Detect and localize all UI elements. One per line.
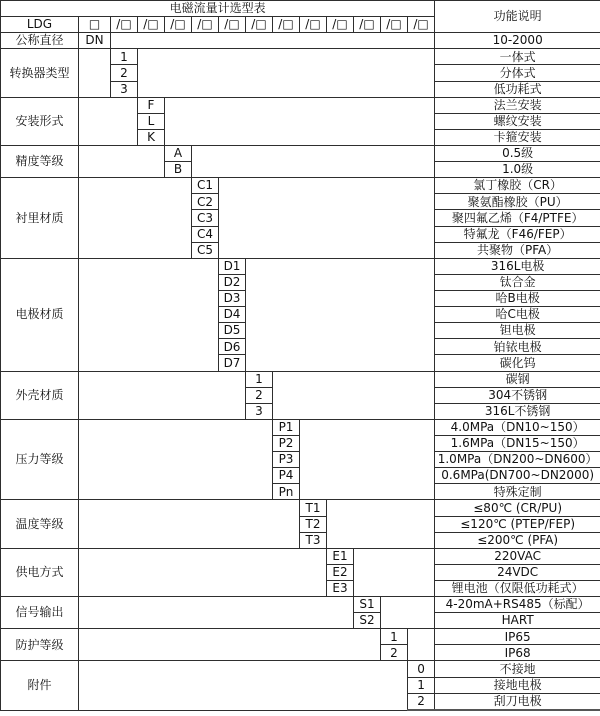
filler-cell xyxy=(79,597,354,629)
desc-cell: 特氟龙（F46/FEP） xyxy=(435,226,600,242)
code-cell: D1 xyxy=(219,258,246,274)
filler-cell xyxy=(111,33,435,49)
filler-cell xyxy=(79,419,273,500)
filler-cell xyxy=(79,97,138,145)
code-cell: 1 xyxy=(408,677,435,693)
filler-cell xyxy=(219,178,435,259)
model-code-box: /□ xyxy=(327,17,354,33)
filler-cell xyxy=(246,258,435,371)
filler-cell xyxy=(273,371,435,419)
model-code-box: /□ xyxy=(354,17,381,33)
filler-cell xyxy=(79,258,219,371)
table-title: 电磁流量计选型表 xyxy=(1,1,435,17)
code-cell: L xyxy=(138,113,165,129)
desc-cell: 4.0MPa（DN10~150） xyxy=(435,419,600,435)
code-cell: E1 xyxy=(327,548,354,564)
model-code-box: /□ xyxy=(273,17,300,33)
desc-cell: 卡箍安装 xyxy=(435,129,600,145)
desc-cell: 聚四氟乙烯（F4/PTFE） xyxy=(435,210,600,226)
model-code-box: /□ xyxy=(138,17,165,33)
filler-cell xyxy=(79,548,327,596)
model-code-box: /□ xyxy=(111,17,138,33)
desc-cell: ≤80℃ (CR/PU) xyxy=(435,500,600,516)
desc-cell: 锂电池（仅限低功耗式） xyxy=(435,580,600,596)
filler-cell xyxy=(300,419,435,500)
category-label: 安装形式 xyxy=(1,97,79,145)
filler-cell xyxy=(327,500,435,548)
desc-cell: 24VDC xyxy=(435,564,600,580)
desc-cell: IP65 xyxy=(435,629,600,645)
desc-cell: 一体式 xyxy=(435,49,600,65)
filler-cell xyxy=(79,49,111,97)
desc-cell: 316L不锈钢 xyxy=(435,403,600,419)
desc-cell: HART xyxy=(435,613,600,629)
category-label: 压力等级 xyxy=(1,419,79,500)
desc-cell: 碳钢 xyxy=(435,371,600,387)
category-label: 附件 xyxy=(1,661,79,710)
code-cell: 1 xyxy=(246,371,273,387)
code-cell: D4 xyxy=(219,307,246,323)
model-code-box: /□ xyxy=(381,17,408,33)
desc-cell: 氯丁橡胶（CR） xyxy=(435,178,600,194)
filler-cell xyxy=(192,145,435,177)
category-label: 信号输出 xyxy=(1,597,79,629)
filler-cell xyxy=(381,597,435,629)
desc-cell: 4-20mA+RS485（标配） xyxy=(435,597,600,613)
code-cell: D7 xyxy=(219,355,246,371)
code-cell: T2 xyxy=(300,516,327,532)
diameter-desc: 10-2000 xyxy=(435,33,600,49)
desc-cell: IP68 xyxy=(435,645,600,661)
desc-cell: 1.0MPa（DN200~DN600） xyxy=(435,452,600,468)
desc-cell: ≤120℃ (PTEP/FEP) xyxy=(435,516,600,532)
code-cell: P4 xyxy=(273,468,300,484)
code-cell: Pn xyxy=(273,484,300,500)
desc-cell: 接地电极 xyxy=(435,677,600,693)
code-cell: E3 xyxy=(327,580,354,596)
model-dn-box: □ xyxy=(79,17,111,33)
filler-cell xyxy=(354,548,435,596)
code-cell: A xyxy=(165,145,192,161)
code-cell: D6 xyxy=(219,339,246,355)
desc-cell: 1.0级 xyxy=(435,162,600,178)
filler-cell xyxy=(79,371,246,419)
code-cell: 3 xyxy=(246,403,273,419)
desc-cell: 304不锈钢 xyxy=(435,387,600,403)
filler-cell xyxy=(79,145,165,177)
category-label: 防护等级 xyxy=(1,629,79,661)
diameter-label: 公称直径 xyxy=(1,33,79,49)
desc-cell: 0.6MPa(DN700~DN2000) xyxy=(435,468,600,484)
code-cell: D2 xyxy=(219,274,246,290)
code-cell: P3 xyxy=(273,452,300,468)
code-cell: T1 xyxy=(300,500,327,516)
filler-cell xyxy=(138,49,435,97)
desc-cell: 刮刀电极 xyxy=(435,693,600,710)
code-cell: C3 xyxy=(192,210,219,226)
desc-cell: 0.5级 xyxy=(435,145,600,161)
desc-cell: 220VAC xyxy=(435,548,600,564)
code-cell: 3 xyxy=(111,81,138,97)
code-cell: C1 xyxy=(192,178,219,194)
filler-cell xyxy=(408,629,435,661)
dn-code: DN xyxy=(79,33,111,49)
filler-cell xyxy=(79,178,192,259)
desc-cell: 共聚物（PFA） xyxy=(435,242,600,258)
code-cell: B xyxy=(165,162,192,178)
code-cell: F xyxy=(138,97,165,113)
code-cell: S2 xyxy=(354,613,381,629)
desc-cell: 低功耗式 xyxy=(435,81,600,97)
filler-cell xyxy=(165,97,435,145)
model-code-box: /□ xyxy=(192,17,219,33)
code-cell: E2 xyxy=(327,564,354,580)
category-label: 精度等级 xyxy=(1,145,79,177)
category-label: 外壳材质 xyxy=(1,371,79,419)
desc-cell: 不接地 xyxy=(435,661,600,677)
code-cell: 1 xyxy=(381,629,408,645)
desc-cell: 钛合金 xyxy=(435,274,600,290)
code-cell: C4 xyxy=(192,226,219,242)
function-column-header: 功能说明 xyxy=(435,1,600,33)
code-cell: D5 xyxy=(219,323,246,339)
desc-cell: 哈B电极 xyxy=(435,290,600,306)
code-cell: 2 xyxy=(246,387,273,403)
desc-cell: 特殊定制 xyxy=(435,484,600,500)
filler-cell xyxy=(79,500,300,548)
filler-cell xyxy=(79,629,381,661)
code-cell: 0 xyxy=(408,661,435,677)
code-cell: S1 xyxy=(354,597,381,613)
code-cell: C5 xyxy=(192,242,219,258)
code-cell: P1 xyxy=(273,419,300,435)
model-code-box: /□ xyxy=(165,17,192,33)
desc-cell: 钽电极 xyxy=(435,323,600,339)
desc-cell: ≤200℃ (PFA) xyxy=(435,532,600,548)
filler-cell xyxy=(79,661,408,710)
category-label: 温度等级 xyxy=(1,500,79,548)
code-cell: T3 xyxy=(300,532,327,548)
category-label: 供电方式 xyxy=(1,548,79,596)
desc-cell: 316L电极 xyxy=(435,258,600,274)
model-code-box: /□ xyxy=(300,17,327,33)
model-code-box: /□ xyxy=(219,17,246,33)
model-code-box: /□ xyxy=(246,17,273,33)
code-cell: D3 xyxy=(219,290,246,306)
code-cell: K xyxy=(138,129,165,145)
category-label: 衬里材质 xyxy=(1,178,79,259)
desc-cell: 1.6MPa（DN15~150） xyxy=(435,435,600,451)
code-cell: P2 xyxy=(273,435,300,451)
desc-cell: 分体式 xyxy=(435,65,600,81)
category-label: 转换器类型 xyxy=(1,49,79,97)
category-label: 电极材质 xyxy=(1,258,79,371)
code-cell: 2 xyxy=(111,65,138,81)
desc-cell: 法兰安装 xyxy=(435,97,600,113)
model-prefix: LDG xyxy=(1,17,79,33)
model-code-box: /□ xyxy=(408,17,435,33)
desc-cell: 聚氨酯橡胶（PU） xyxy=(435,194,600,210)
code-cell: 2 xyxy=(381,645,408,661)
desc-cell: 碳化钨 xyxy=(435,355,600,371)
desc-cell: 螺纹安装 xyxy=(435,113,600,129)
code-cell: 2 xyxy=(408,693,435,710)
code-cell: 1 xyxy=(111,49,138,65)
desc-cell: 铂铱电极 xyxy=(435,339,600,355)
desc-cell: 哈C电极 xyxy=(435,307,600,323)
code-cell: C2 xyxy=(192,194,219,210)
